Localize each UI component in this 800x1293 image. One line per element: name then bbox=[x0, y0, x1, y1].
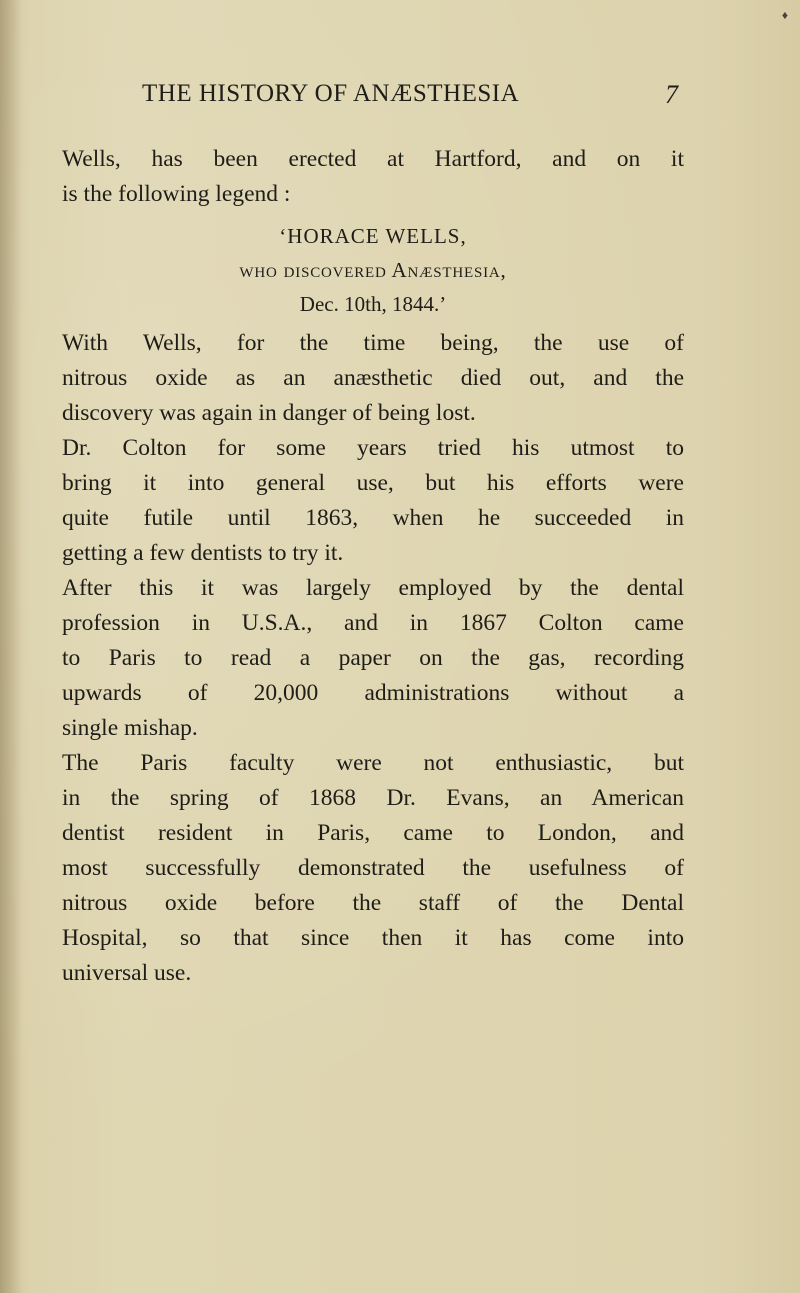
text-line: in the spring of 1868 Dr. Evans, an American bbox=[62, 785, 684, 811]
binding-shadow bbox=[0, 0, 22, 1293]
text-line: Hospital, so that since then it has come into bbox=[62, 925, 684, 951]
text-line: to Paris to read a paper on the gas, recording bbox=[62, 645, 684, 671]
text-line: nitrous oxide before the staff of the Dental bbox=[62, 890, 684, 916]
monument-legend bbox=[62, 224, 684, 326]
text-line: With Wells, for the time being, the use of bbox=[62, 330, 684, 356]
intro-paragraph bbox=[62, 142, 684, 212]
legend-name: ‘HORACE WELLS, bbox=[279, 224, 467, 248]
legend-date: Dec. 10th, 1844.’ bbox=[299, 292, 447, 316]
paragraph-4 bbox=[62, 746, 684, 991]
text-line: single mishap. bbox=[62, 715, 198, 741]
text-line: Wells, has been erected at Hartford, and on it bbox=[62, 146, 684, 172]
text-line: quite futile until 1863, when he succeeded in bbox=[62, 505, 684, 531]
text-line: upwards of 20,000 administrations without a bbox=[62, 680, 684, 706]
text-line: profession in U.S.A., and in 1867 Colton came bbox=[62, 610, 684, 636]
paragraph-3 bbox=[62, 571, 684, 746]
paragraph-2 bbox=[62, 431, 684, 571]
text-line: universal use. bbox=[62, 960, 192, 986]
text-line: nitrous oxide as an anæsthetic died out, and the bbox=[62, 365, 684, 391]
corner-mark: ♦ bbox=[781, 8, 788, 22]
text-line: The Paris faculty were not enthusiastic, but bbox=[62, 750, 684, 776]
text-line: dentist resident in Paris, came to London, and bbox=[62, 820, 684, 846]
page-header bbox=[142, 80, 678, 120]
text-line: discovery was again in danger of being lost. bbox=[62, 400, 476, 426]
page-number: 7 bbox=[665, 80, 678, 109]
text-line: Dr. Colton for some years tried his utmost to bbox=[62, 435, 684, 461]
text-line: is the following legend : bbox=[62, 181, 291, 207]
text-line: getting a few dentists to try it. bbox=[62, 540, 344, 566]
text-line: most successfully demonstrated the usefulness of bbox=[62, 855, 684, 881]
text-line: After this it was largely employed by the dental bbox=[62, 575, 684, 601]
legend-dedication: who discovered Anæsthesia, bbox=[239, 258, 507, 282]
paragraph-1 bbox=[62, 326, 684, 431]
running-title: THE HISTORY OF ANÆSTHESIA bbox=[142, 80, 520, 107]
text-line: bring it into general use, but his efforts were bbox=[62, 470, 684, 496]
